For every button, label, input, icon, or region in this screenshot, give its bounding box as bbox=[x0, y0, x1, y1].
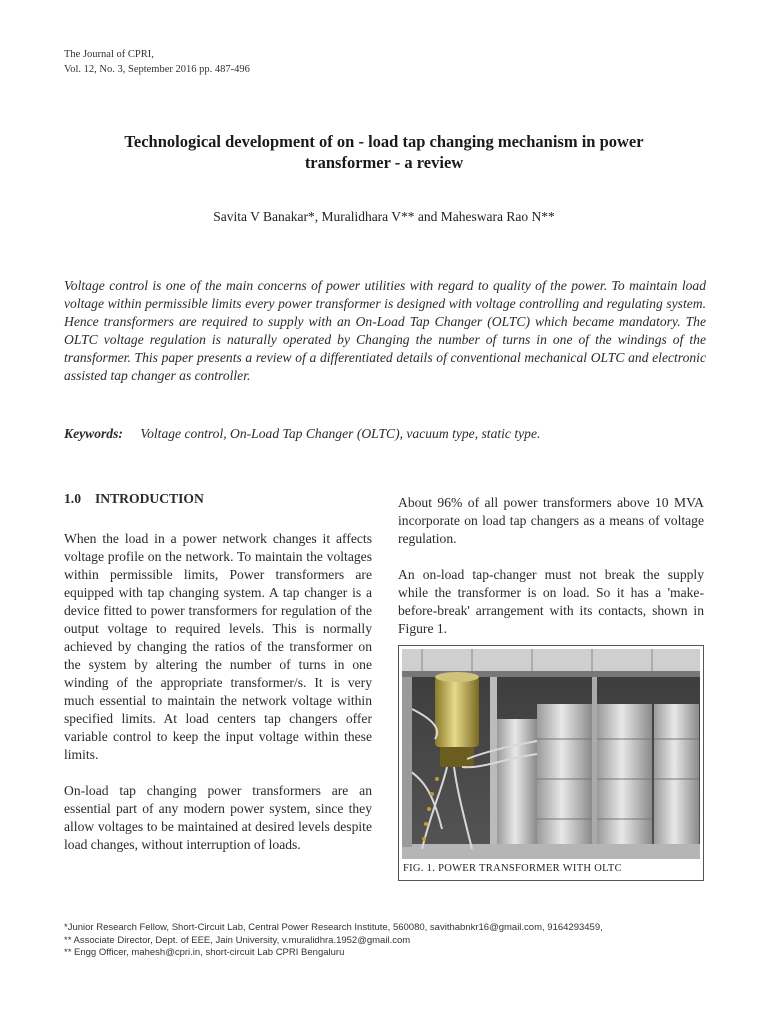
keywords bbox=[64, 426, 724, 442]
footnotes bbox=[64, 922, 603, 960]
keywords-text: Voltage control, On-Load Tap Changer (OLTC), vacuum type, static type. bbox=[140, 426, 541, 441]
footnote: ** Associate Director, Dept. of EEE, Jain University, v.muralidhra.1952@gmail.com bbox=[64, 934, 411, 946]
paragraph: When the load in a power network changes it affects voltage profile on the network. To maintain the voltages within permissible limits, Power transformers are equipped with tap changing system. A tap changer is a device fitted to power transformers for regulation of the output voltage to required levels. This is normally achieved by changing the ratios of the transformer on the system by altering the number of turns in one winding of the appropriate transformer/s. It is very much essential to maintain the network voltage within specified limits. At load centers tap changers offer variable control to keep the input voltage within these limits. bbox=[64, 531, 372, 762]
figure-1 bbox=[398, 645, 704, 881]
paper-title-line1: Technological development of on - load tap changing mechanism in power bbox=[124, 132, 644, 151]
transformer-photo bbox=[402, 649, 700, 859]
journal-header bbox=[64, 47, 250, 77]
paragraph: An on-load tap-changer must not break the supply while the transformer is on load. So it has a 'make-before-break' arrangement with its contacts, shown in Figure 1. bbox=[398, 567, 704, 636]
journal-issue: Vol. 12, No. 3, September 2016 pp. 487-496 bbox=[64, 64, 250, 75]
footnote: *Junior Research Fellow, Short-Circuit Lab, Central Power Research Institute, 560080, savithabnkr16@gmail.com, 9164293459, bbox=[64, 922, 603, 933]
section-title: INTRODUCTION bbox=[95, 491, 204, 506]
keywords-label: Keywords: bbox=[64, 426, 123, 441]
right-column bbox=[398, 494, 704, 638]
footnote: ** Engg Officer, mahesh@cpri.in, short-circuit Lab CPRI Bengaluru bbox=[64, 947, 345, 958]
paragraph: On-load tap changing power transformers are an essential part of any modern power system, since they allow voltages to be maintained at desired levels despite load changes, without interruption of loads. bbox=[64, 783, 372, 852]
figure-caption: FIG. 1. POWER TRANSFORMER WITH OLTC bbox=[403, 863, 622, 874]
paper-title-line2: transformer - a review bbox=[304, 153, 464, 172]
abstract: Voltage control is one of the main concerns of power utilities with regard to quality of the power. To maintain load voltage within permissible limits every power transformer is designed with voltage controlling and regulating system. Hence transformers are required to supply with an On-Load Tap Changer (OLTC) which became mandatory. The OLTC voltage regulation is naturally operated by Changing the number of turns in one of the windings of the transformer. This paper presents a review of a differentiated details of conventional mechanical OLTC and electronic assisted tap changer as controller. bbox=[64, 278, 706, 383]
paper-title bbox=[70, 131, 698, 173]
authors: Savita V Banakar*, Muralidhara V** and Maheswara Rao N** bbox=[213, 209, 555, 224]
journal-name: The Journal of CPRI, bbox=[64, 49, 154, 60]
section-number: 1.0 bbox=[64, 491, 81, 506]
section-heading bbox=[64, 490, 372, 508]
left-column bbox=[64, 490, 372, 854]
paragraph: About 96% of all power transformers above 10 MVA incorporate on load tap changers as a means of voltage regulation. bbox=[398, 495, 704, 546]
